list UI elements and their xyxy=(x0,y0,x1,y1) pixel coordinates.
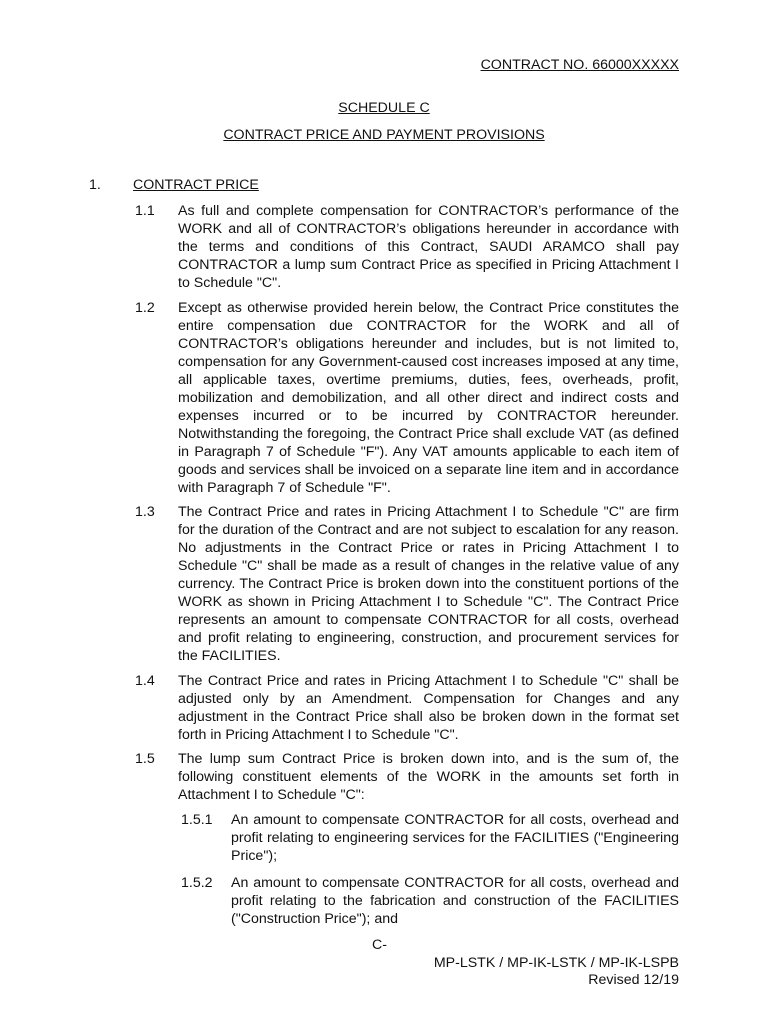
footer-form-code: MP-LSTK / MP-IK-LSTK / MP-IK-LSPB xyxy=(433,955,679,971)
subparagraph-number: 1.5.2 xyxy=(181,875,213,891)
contract-number: CONTRACT NO. 66000XXXXX xyxy=(480,57,679,73)
paragraph-text: The lump sum Contract Price is broken down into, and is the sum of, the following constituent elements of the WORK in the amounts set forth in Attachment I to Schedule "C": xyxy=(178,751,679,803)
paragraph-number: 1.5 xyxy=(135,751,155,767)
paragraph-text: As full and complete compensation for CONTRACTOR’s performance of the WORK and all of CONTRACTOR’s obligations hereunder in accordance with the terms and conditions of this Contract, SAUDI ARAMCO shall pay CONTRACTOR a lump sum Contract Price as specified in Pricing Attachment I to Schedule "C". xyxy=(178,203,679,291)
paragraph-number: 1.1 xyxy=(135,203,155,219)
paragraph-text: The Contract Price and rates in Pricing Attachment I to Schedule "C" shall be adjusted only by an Amendment. Compensation for Changes and any adjustment in the Contract Price shall also be broken down in the format set forth in Pricing Attachment I to Schedule "C". xyxy=(178,673,679,743)
section-number: 1. xyxy=(89,177,101,193)
paragraph-number: 1.3 xyxy=(135,504,155,520)
paragraph-number: 1.2 xyxy=(135,300,155,316)
paragraph-text: The Contract Price and rates in Pricing Attachment I to Schedule "C" are firm for the duration of the Contract and are not subject to escalation for any reason. No adjustments in the Contract Price or rates in Pricing Attachment I to Schedule "C" shall be made as a result of changes in the relative value of any currency. The Contract Price is broken down into the constituent portions of the WORK as shown in Pricing Attachment I to Schedule "C". The Contract Price represents an amount to compensate CONTRACTOR for all costs, overhead and profit relating to engineering, construction, and procurement services for the FACILITIES. xyxy=(178,504,679,664)
section-title: CONTRACT PRICE xyxy=(133,177,259,193)
schedule-title: SCHEDULE C xyxy=(338,100,430,116)
paragraph-number: 1.4 xyxy=(135,673,155,689)
footer-page-number: C- xyxy=(372,937,387,953)
subparagraph-number: 1.5.1 xyxy=(181,812,213,828)
subparagraph-text: An amount to compensate CONTRACTOR for all costs, overhead and profit relating to engineering services for the FACILITIES ("Engineering Price"); xyxy=(231,812,679,864)
footer-revision: Revised 12/19 xyxy=(588,972,679,988)
schedule-subtitle: CONTRACT PRICE AND PAYMENT PROVISIONS xyxy=(223,127,545,143)
subparagraph-text: An amount to compensate CONTRACTOR for all costs, overhead and profit relating to the fabrication and construction of the FACILITIES ("Construction Price"); and xyxy=(231,875,679,927)
paragraph-text: Except as otherwise provided herein below, the Contract Price constitutes the entire compensation due CONTRACTOR for the WORK and all of CONTRACTOR’s obligations hereunder and includes, but is not limited to, compensation for any Government-caused cost increases imposed at any time, all applicable taxes, overtime premiums, duties, fees, overheads, profit, mobilization and demobilization, and all other direct and indirect costs and expenses incurred or to be incurred by CONTRACTOR hereunder. Notwithstanding the foregoing, the Contract Price shall exclude VAT (as defined in Paragraph 7 of Schedule "F"). Any VAT amounts applicable to each item of goods and services shall be invoiced on a separate line item and in accordance with Paragraph 7 of Schedule "F". xyxy=(178,300,679,496)
